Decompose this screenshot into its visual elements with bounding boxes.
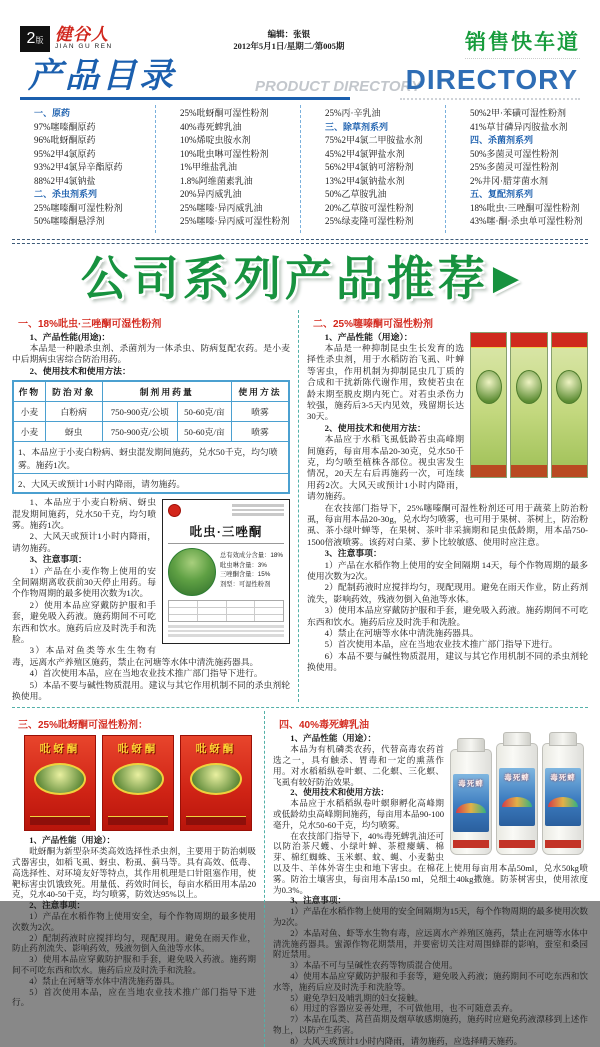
directory-entry: 50%噻嗪酮悬浮剂 <box>34 216 105 226</box>
directory-entry: 56%2甲4氯钠可溶粉剂 <box>325 162 414 172</box>
section-3-body <box>12 835 256 1008</box>
col-header-crop: 作物 <box>13 381 45 402</box>
directory-entry: 93%2甲4氯异辛酯原药 <box>34 162 123 172</box>
bottle-band <box>453 840 489 848</box>
directory-entry: 四、杀菌剂系列 <box>470 135 534 145</box>
directory-column-4 <box>445 105 590 233</box>
packet <box>470 332 507 478</box>
dosage-table-head <box>13 381 289 402</box>
section-2 <box>298 310 588 703</box>
section-4-title: 四、40%毒死蜱乳油 <box>279 720 370 732</box>
page-number-badge <box>20 26 50 52</box>
col-header-dosage: 制剂用药量 <box>102 381 231 402</box>
directory-entry: 13%2甲4氯钠盐水剂 <box>325 175 405 186</box>
section-2-body <box>307 332 588 674</box>
recommend-text: 公司系列产品推荐 <box>80 253 489 306</box>
directory-title-cn: 产品目录 <box>28 57 176 95</box>
paragraph: 3）本品对鱼类等水生生物有毒，远离水产养殖区施药，禁止在河塘等水体中清洗施药器具。 <box>12 645 259 667</box>
paragraph: 4）首次使用本品，应在当地农业技术推广部门指导下进行。 <box>29 668 263 679</box>
packet <box>102 735 174 831</box>
product-specs <box>220 548 283 596</box>
directory-entry: 25%丙·辛乳油 <box>325 108 381 118</box>
packet-photo-icon <box>112 763 164 795</box>
directory-entry: 25%多菌灵可湿性粉剂 <box>470 162 559 172</box>
cell-method: 喷雾 <box>231 422 289 442</box>
paragraph: 1、产品性能(用途)： <box>29 331 111 342</box>
content-row-2 <box>12 711 588 1046</box>
bottle-label-text: 毒死蜱 <box>458 779 484 789</box>
paragraph: 1）产品在水稻作物上使用的安全间隔期 14天，每个作物周期的最多使用次数为2次。 <box>307 559 588 582</box>
cell-dosage-mu: 50-60克/亩 <box>177 422 231 442</box>
dosage-table-notes <box>13 442 289 494</box>
paragraph: 3、注意事项： <box>324 548 382 559</box>
paragraph: 在农技部门指导下，40%毒死蜱乳油还可以防治茶尺蠖、小绿叶蝉、茶橙瘿螨、棉芽、棉红蜘蛛、玉米螟、蚊、蝇、小麦黏虫以及牛、羊体外寄生虫和地下害虫。在棉花上使用每亩用本品50ml，兑水50kg喷雾。防治土壤害虫，每亩用本品150 ml，兑细土40kg撒施。防茶树害虫，使用浓度为0.3%。 <box>273 830 588 895</box>
directory-word: DIRECTORY <box>405 64 578 95</box>
packet-label: 吡蚜酮 <box>195 743 237 756</box>
paragraph: 本品应于水稻稻纵卷叶螟卵孵化高峰期或低龄幼虫高峰期间施药，每亩用本品90-100毫升，兑水50-60千克，均匀喷雾。 <box>273 798 444 830</box>
packet-strip <box>186 816 246 825</box>
paragraph: 2、注意事项： <box>29 900 86 911</box>
directory-entry: 20%异丙威乳油 <box>180 189 242 199</box>
section-separator <box>12 707 588 708</box>
cell-dosage-mu: 50-60克/亩 <box>177 402 231 422</box>
label-footnotes <box>168 625 284 637</box>
directory-column-1 <box>10 105 155 233</box>
packet <box>510 332 547 478</box>
rainbow-icon <box>502 797 532 807</box>
section-1-intro <box>12 332 290 378</box>
bottle <box>542 743 584 855</box>
paragraph: 2）配制药液时应搅拌均匀，现配现用。避免在雨天作业，防止药剂流失，影响药效，残液勿倒入鱼池等水体。 <box>307 582 588 604</box>
paragraph: 吡蚜酮为新型杂环类高效选择性杀虫剂，主要用于防治刺吸式器害虫，如稻飞虱、蚜虫、粉虱、蓟马等。具有高效、低毒、高选择性、对环境友好等特点，其作用机理是口针阻塞作用，使靶标害虫饥饿致死。用量低、药效时间长，每亩水稻田用本品20克，兑水40-50千克，均匀喷雾，防效达95%以上。 <box>12 846 256 900</box>
paragraph: 本品是一种抑制昆虫生长发育的选择性杀虫剂，用于水稻防治飞虱、叶蝉等害虫，作用机制为抑制昆虫几丁质的合成和干扰新陈代谢作用，致使若虫在龄末期至脱皮期内死亡。对若虫杀伤力较强，施药后3-5天内见效，残留期长达30天。 <box>307 342 464 422</box>
packet-label: 吡蚜酮 <box>39 743 81 756</box>
directory-entry: 18%吡虫·三唑酮可湿性粉剂 <box>470 202 580 213</box>
product-label-card <box>162 499 290 644</box>
rainbow-icon <box>548 797 578 807</box>
directory-entry: 88%2甲4氯钠盐 <box>34 175 96 186</box>
page-content <box>0 310 600 1047</box>
paragraph: 1）产品在水稻作物上使用的安全间隔期为15天，每个作物周期的最多使用次数为2次。 <box>273 906 588 927</box>
paragraph: 4）禁止在河塘等水体中清洗施药器具。 <box>324 628 479 639</box>
paragraph: 5）首次使用本品，应在当地农业技术推广部门指导下进行。 <box>324 639 558 650</box>
directory-column-3 <box>300 105 445 233</box>
masthead: 销售快车道 <box>465 26 580 59</box>
bottle <box>496 743 538 855</box>
bottle-label <box>545 768 581 826</box>
cell-crop: 小麦 <box>13 402 45 422</box>
packet <box>551 332 588 478</box>
directory-entry: 1%甲维盐乳油 <box>180 162 237 172</box>
dosage-table <box>12 380 290 494</box>
bottle-cap <box>549 732 577 746</box>
section-4-body <box>273 733 588 1046</box>
directory-banner <box>20 56 580 100</box>
directory-entry: 43%噻·酮·杀虫单可湿性粉剂 <box>470 216 583 226</box>
cell-dosage-ha: 750-900克/公顷 <box>102 402 177 422</box>
spec-line: 剂型：可湿性粉剂 <box>220 580 271 588</box>
paragraph: 3、注意事项： <box>290 895 347 906</box>
paragraph: 7）本品在瓜类、莴苣苗期及烟草敏感期施药，施药时应避免药液漂移到上述作物上，以防产生药害。 <box>273 1014 588 1035</box>
product-bottles <box>450 733 588 855</box>
cell-target: 白粉病 <box>45 402 102 422</box>
bottle-label <box>499 768 535 826</box>
cell-method: 喷雾 <box>231 402 289 422</box>
label-card-top <box>168 504 284 520</box>
cell-dosage-ha: 750-900克/公顷 <box>102 422 177 442</box>
banner-underline-dotted <box>400 98 580 100</box>
paragraph: 在农技部门指导下，25%噻嗪酮可湿性粉剂还可用于蔬菜上防治粉虱，每亩用本品20-30g，兑水均匀喷雾，也可用于果树、茶树上，防治粉虱、茶小绿叶蝉等，在果树、茶叶非采摘期和昆虫低龄期，用本品750-1500倍液喷雾。该药对白菜、萝卜比较敏感、使用时应注意。 <box>307 502 588 547</box>
paragraph: 3）使用本品应穿戴防护服和手套，避免吸入药液。施药期间不可吃东西和饮水。施药后应及时洗手和洗脸。 <box>12 954 256 975</box>
directory-entry: 95%2甲4氯原药 <box>34 148 96 159</box>
directory-entry: 三、除草剂系列 <box>325 121 389 132</box>
packet <box>180 735 252 831</box>
paragraph: 3）本品不可与呈碱性农药等物质混合使用。 <box>290 960 458 971</box>
directory-entry: 50%乙草胺乳油 <box>325 189 387 199</box>
paragraph: 6）本品不要与碱性物质混用，建议与其它作用机制不同的杀虫剂轮换使用。 <box>307 650 588 673</box>
packet-photo-icon <box>190 763 242 795</box>
table-note-row <box>13 474 289 494</box>
section-1-title: 一、18%吡虫·三唑酮可湿性粉剂 <box>18 318 162 330</box>
banner-underline <box>20 97 350 100</box>
directory-entry: 41%草甘磷异丙胺盐水剂 <box>470 121 568 132</box>
spec-line: 吡虫啉含量：3% <box>220 561 267 569</box>
directory-entry: 50%2甲·苯磺可湿性粉剂 <box>470 108 566 118</box>
logo-chinese: 健谷人 <box>55 25 109 44</box>
bottle-cap <box>503 732 531 746</box>
section-4 <box>264 711 588 1046</box>
bottle-cap <box>457 738 485 752</box>
packet-photo-icon <box>34 763 86 795</box>
directory-column-2 <box>155 105 300 233</box>
paragraph: 3、注意事项： <box>29 554 87 565</box>
paragraph: 5）避免孕妇及哺乳期的妇女接触。 <box>290 992 424 1003</box>
label-mini-table <box>168 600 284 622</box>
paragraph: 1、本品应于小麦白粉病、蚜虫混发期间施药，兑水50千克，均匀喷雾。施药1次。 <box>12 497 156 530</box>
brand-logo-icon <box>168 504 181 517</box>
crop-photo-icon <box>168 548 216 596</box>
directory-entry: 40%毒死蜱乳油 <box>180 121 242 132</box>
spec-line: 总有效成分含量：18% <box>220 552 283 560</box>
directory-title-en: PRODUCT DIRECTORY <box>255 78 422 95</box>
paragraph: 1、产品性能（用途）： <box>290 733 377 744</box>
directory-entry: 25%噻嗪酮可湿性粉剂 <box>34 202 123 213</box>
logo <box>55 26 113 50</box>
cell-target: 蚜虫 <box>45 422 102 442</box>
product-name: 吡虫·三唑酮 <box>168 520 284 544</box>
section-3 <box>12 711 264 1046</box>
bottle-band <box>545 840 581 848</box>
directory-entry: 10%吡虫啉可湿性粉剂 <box>180 148 269 159</box>
packet-strip <box>30 816 90 825</box>
bottle-label <box>453 774 489 832</box>
content-row-1 <box>12 310 588 703</box>
table-note-row <box>13 442 289 474</box>
issue-info <box>113 26 465 52</box>
paragraph: 2）使用本品应穿戴防护服和手套，避免吸入药液。施药期间不可吃东西和饮水。施药后应及时洗手和洗脸。 <box>12 599 156 644</box>
recommend-banner <box>0 244 600 310</box>
paragraph: 本品应于水稻飞虱低龄若虫高峰期间施药，每亩用本品20-30克，兑水50千克，均匀喷至植株各部位。视虫害发生情况，20天左右后再施药一次，可连续用药2次。大风天或预计1小时内降雨，请勿施药。 <box>307 434 464 502</box>
paragraph: 8）大风天或预计1小时内降雨，请勿施药，应选择晴天施药。 <box>290 1035 523 1046</box>
paragraph: 1）产品在小麦作物上使用的安全间隔期离收获前30天停止用药。每个作物周期的最多使用次数为1次。 <box>12 565 156 599</box>
section-1-body <box>12 497 290 702</box>
paragraph: 2、大风天或预计1小时内降雨，请勿施药。 <box>12 531 156 553</box>
col-header-target: 防治对象 <box>45 381 102 402</box>
label-fineprint <box>232 504 284 518</box>
directory-entry: 二、杀虫剂系列 <box>34 189 98 199</box>
directory-entry: 25%噻嗪·异丙威乳油 <box>180 202 263 213</box>
product-packets-green <box>470 332 588 478</box>
directory-entry: 25%噻嗪·异丙威可湿性粉剂 <box>180 216 290 226</box>
date-line: 2012年5月1日/星期二/第005期 <box>233 41 345 51</box>
paragraph: 1）产品在水稻作物上使用安全，每个作物周期的最多使用次数为2次。 <box>12 911 256 932</box>
paragraph: 5）首次使用本品，应在当地农业技术推广部门指导下进行。 <box>12 986 256 1008</box>
directory-entry: 一、原药 <box>34 108 71 118</box>
paragraph: 2、使用技术和使用方法： <box>290 787 390 798</box>
directory-entry: 10%烯啶虫胺水剂 <box>180 135 251 145</box>
rainbow-icon <box>456 803 486 813</box>
arrow-right-icon: ▶ <box>492 259 520 297</box>
directory-entry: 五、复配剂系列 <box>470 189 534 199</box>
paragraph: 2）配制药液时应搅拌均匀，现配现用。避免在雨天作业，防止药剂流失、影响药效，残液勿倒入鱼池等水体。 <box>12 932 256 954</box>
directory-entry: 97%噻嗪酮原药 <box>34 121 96 132</box>
directory-entry: 50%多菌灵可湿性粉剂 <box>470 148 559 159</box>
paragraph: 本品是一种融杀虫剂、杀菌剂为一体杀虫、防病复配农药。是小麦中后期病虫害综合防治用药。 <box>12 342 290 365</box>
bottle <box>450 749 492 855</box>
dosage-table-body <box>13 402 289 442</box>
table-row <box>13 422 289 442</box>
directory-entry: 20%乙草胺可湿性粉剂 <box>325 202 414 213</box>
paragraph: 本品为有机磷类农药，代替高毒农药首选之一，具有触杀、胃毒和一定的熏蒸作用。对水稻稻纵卷叶螟、二化螟、三化螟、飞虱有较好防治效果。 <box>273 744 444 787</box>
paragraph: 3）使用本品应穿戴防护服和手套，避免吸入药液。施药期间不可吃东西和饮水。施药后应及时洗手和洗脸。 <box>307 605 588 627</box>
directory-entry: 25%绿麦隆可湿性粉剂 <box>325 216 414 226</box>
product-packets-red <box>24 735 254 831</box>
packet-label: 吡蚜酮 <box>117 743 159 756</box>
directory-entry: 25%吡蚜酮可湿性粉剂 <box>180 108 269 118</box>
paragraph: 6）用过的容器应妥善处理，不可做他用，也不可随意丢弃。 <box>290 1003 518 1014</box>
section-1 <box>12 310 298 703</box>
paragraph: 2、使用技术和使用方法： <box>324 422 426 433</box>
section-2-title: 二、25%噻嗪酮可湿性粉剂 <box>313 318 434 330</box>
cell-crop: 小麦 <box>13 422 45 442</box>
directory-entry: 2%井冈·腊芽菌水剂 <box>470 175 548 186</box>
page-number-suffix: 版 <box>35 36 44 45</box>
bottle-band <box>499 840 535 848</box>
editor-line: 编辑：张银 <box>267 29 311 39</box>
paragraph: 4）使用本品应穿戴防护服和手套等，避免吸入药液；施药期间不可吃东西和饮水等，施药后应及时洗手和洗脸等。 <box>273 970 588 992</box>
table-note: 2、大风天或预计1小时内降雨，请勿施药。 <box>13 474 289 494</box>
page-number: 2 <box>26 30 36 47</box>
header-left <box>20 26 113 52</box>
page-header <box>0 0 600 56</box>
paragraph: 4）禁止在河塘等水体中清洗施药器具。 <box>29 975 180 986</box>
col-header-method: 使用方法 <box>231 381 289 402</box>
directory-entry: 96%吡蚜酮原药 <box>34 135 96 145</box>
section-3-title: 三、25%吡蚜酮可湿性粉剂： <box>18 720 149 732</box>
logo-english: JIAN GU REN <box>55 43 113 50</box>
bottle-label-text: 毒死蜱 <box>504 773 530 783</box>
table-row <box>13 402 289 422</box>
table-note: 1、本品应于小麦白粉病、蚜虫混发期间施药，兑水50千克，均匀喷雾。施药1次。 <box>13 442 289 474</box>
spec-line: 三唑酮含量：15% <box>220 571 271 579</box>
directory-entry: 1.8%阿维菌素乳油 <box>180 175 253 186</box>
paragraph: 1、产品性能（用途）： <box>324 331 413 342</box>
paragraph: 2）本品对鱼、虾等水生物有毒，应远离水产养殖区施药，禁止在河塘等水体中清洗施药器具。蜜源作物花期禁用，并要密切关注对周围蜂群的影响，蚕室和桑园附近禁用。 <box>273 927 588 960</box>
label-card-middle <box>168 544 284 598</box>
directory-entry: 45%2甲4氯钾盐水剂 <box>325 148 405 159</box>
directory-entry: 75%2甲4氯二甲胺盐水剂 <box>325 135 423 145</box>
paragraph: 1、产品性能（用途）： <box>29 835 116 846</box>
product-directory <box>0 100 600 237</box>
packet-strip <box>108 816 168 825</box>
paragraph: 2、使用技术和使用方法： <box>29 365 131 376</box>
packet <box>24 735 96 831</box>
paragraph: 5）本品不要与碱性物质混用。建议与其它作用机制不同的杀虫剂轮换使用。 <box>12 679 290 702</box>
bottle-label-text: 毒死蜱 <box>550 773 576 783</box>
